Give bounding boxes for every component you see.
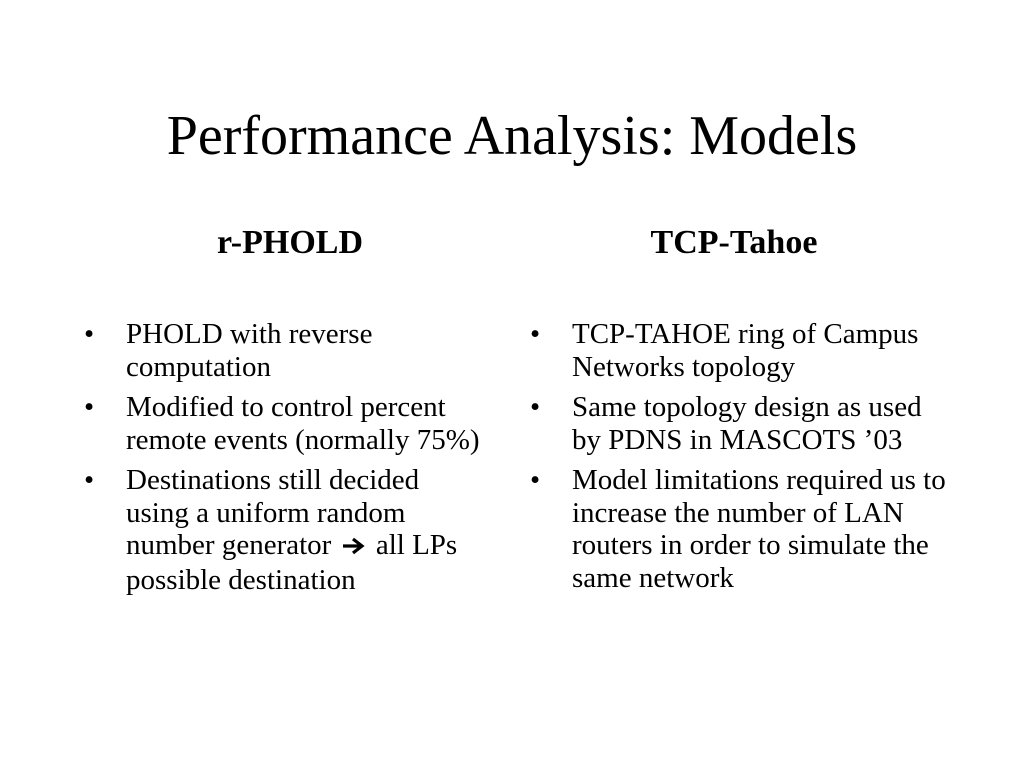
bullet-item: [530, 318, 950, 383]
left-column-heading: r-PHOLD: [216, 224, 364, 261]
right-arrow-icon: [341, 531, 367, 564]
bullet-text: TCP-TAHOE ring of Campus Networks topology: [572, 318, 919, 383]
right-bullet-list: [530, 318, 950, 602]
bullet-item: [84, 391, 484, 456]
bullet-text-continuation: all LPs possible destination: [126, 529, 458, 596]
bullet-dot: •: [84, 464, 95, 496]
bullet-dot: •: [84, 318, 95, 350]
left-bullet-list: [84, 318, 484, 604]
bullet-item: [84, 318, 484, 383]
bullet-dot: •: [530, 318, 541, 350]
bullet-text: PHOLD with reverse computation: [126, 318, 373, 383]
right-column-heading: TCP-Tahoe: [650, 224, 818, 261]
bullet-item: [530, 464, 950, 594]
bullet-text: Model limitations required us to increase the number of LAN routers in order to simulate the same network: [572, 464, 946, 594]
bullet-text: Modified to control percent remote events (normally 75%): [126, 391, 480, 456]
slide-title: Performance Analysis: Models: [166, 105, 858, 167]
bullet-text: Destinations still decided using a uniform random number generator: [126, 464, 420, 561]
bullet-dot: •: [530, 464, 541, 496]
bullet-item: [530, 391, 950, 456]
bullet-dot: •: [84, 391, 95, 423]
bullet-dot: •: [530, 391, 541, 423]
bullet-text: Same topology design as used by PDNS in MASCOTS ’03: [572, 391, 922, 456]
bullet-item: [84, 464, 484, 596]
